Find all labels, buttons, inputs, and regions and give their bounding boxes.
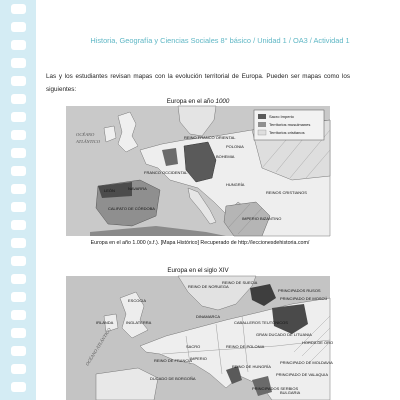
map2-label-gran-ducado: GRAN DUCADO DE LITUANIA: [256, 332, 312, 337]
map2-label-serbios: PRINCIPADOS SERBIOS: [252, 386, 299, 391]
binder-hole: [11, 256, 26, 266]
map1-label-leon: LEÓN: [104, 188, 115, 193]
intro-paragraph: Las y los estudiantes revisan mapas con la evolución territorial de Europa. Pueden ser mapas como los siguientes:: [46, 73, 350, 93]
binder-hole: [11, 220, 26, 230]
map2-label-horda: HORDA DE ORO: [302, 340, 334, 345]
binder-hole: [11, 364, 26, 374]
map1-title-year: 1000: [215, 98, 230, 105]
map2-label-bulgaria: BULGARIA: [280, 390, 301, 395]
legend-label-3: Territorios cristianos: [269, 130, 305, 135]
binder-hole: [11, 310, 26, 320]
map2-label-hungria: REINO DE HUNGRÍA: [232, 364, 271, 369]
map1-label-polonia: POLONIA: [226, 144, 244, 149]
legend-label-2: Territorios musulmanes: [269, 122, 311, 127]
europe-1000-map: [66, 106, 330, 236]
map2-label-inglaterra: INGLATERRA: [126, 320, 152, 325]
map1-title-prefix: Europa en el año: [166, 98, 216, 105]
map1-ocean-label-1: OCÉANO: [76, 132, 95, 137]
binder-hole: [11, 148, 26, 158]
map2-label-moscu: PRINCIPADO DE MOSCÚ: [280, 296, 328, 301]
binder-hole: [11, 238, 26, 248]
map2-label-polonia: REINO DE POLONIA: [226, 344, 265, 349]
map2-label-teutonicos: CABALLEROS TEUTÓNICOS: [234, 320, 288, 325]
map1-title: [63, 98, 333, 105]
map2-label-valaquia: PRINCIPADO DE VALAQUIA: [276, 372, 329, 377]
page-header: Historia, Geografía y Ciencias Sociales 8° básico / Unidad 1 / OA3 / Actividad 1: [90, 36, 350, 45]
binder-hole: [11, 346, 26, 356]
map2-label-imperio: IMPERIO: [190, 356, 207, 361]
binder-hole: [11, 40, 26, 50]
map2-label-suecia: REINO DE SUECIA: [222, 280, 258, 285]
map2-title: Europa en el siglo XIV: [167, 267, 229, 274]
map2-label-moldavia: PRINCIPADO DE MOLDAVIA: [280, 360, 333, 365]
map2-label-francia: REINO DE FRANCIA: [154, 358, 193, 363]
map1-label-franco-occidental: FRANCO OCCIDENTAL: [144, 170, 188, 175]
map1-label-califato: CALIFATO DE CÓRDOBA: [108, 206, 155, 211]
binder-hole: [11, 328, 26, 338]
binder-hole: [11, 76, 26, 86]
binder-hole: [11, 58, 26, 68]
binder-hole: [11, 166, 26, 176]
map1-caption: Europa en el año 1.000 (s.f.). [Mapa Histórico] Recuperado de http://leccionesdehistoria.com/: [90, 240, 310, 246]
map2-label-escocia: ESCOCIA: [128, 298, 147, 303]
binder-hole: [11, 274, 26, 284]
map1-label-bizantino: IMPERIO BIZANTINO: [242, 216, 282, 221]
legend-label-1: Sacro Imperio: [269, 114, 294, 119]
binder-hole: [11, 130, 26, 140]
binder-hole: [11, 202, 26, 212]
binder-hole: [11, 22, 26, 32]
map1-label-hungria: HUNGRÍA: [226, 182, 245, 187]
binder-hole: [11, 94, 26, 104]
map1-label-navarra: NAVARRA: [128, 186, 147, 191]
map1-label-reinos-cristianos: REINOS CRISTIANOS: [266, 190, 307, 195]
map2-label-irlanda: IRLANDA: [96, 320, 114, 325]
map2-label-dinamarca: DINAMARCA: [196, 314, 221, 319]
europe-xiv-century-map: [66, 276, 334, 400]
map2-label-noruega: REINO DE NORUEGA: [188, 284, 229, 289]
binder-strip: [0, 0, 36, 400]
binder-hole: [11, 184, 26, 194]
map2-label-sacro: SACRO: [186, 344, 201, 349]
map2-label-rusos: PRINCIPADOS RUSOS: [278, 288, 321, 293]
map1-label-franco-oriental: REINO FRANCO ORIENTAL: [184, 135, 236, 140]
binder-hole: [11, 4, 26, 14]
binder-hole: [11, 292, 26, 302]
map1-ocean-label-2: ATLÁNTICO: [76, 139, 101, 144]
map2-label-borgona: DUCADO DE BORGOÑA: [150, 376, 196, 381]
map2-ocean-label: OCÉANO ATLÁNTICO: [84, 326, 112, 367]
map1-label-bohemia: BOHEMIA: [216, 154, 235, 159]
binder-hole: [11, 112, 26, 122]
binder-hole: [11, 382, 26, 392]
